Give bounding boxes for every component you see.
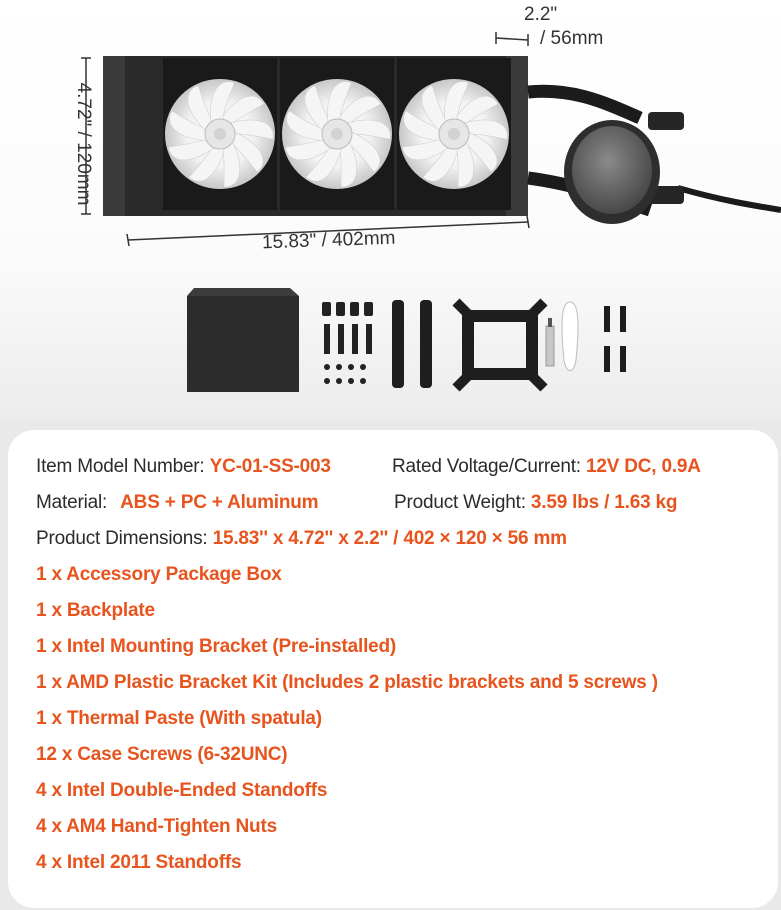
dimensions-label: Product Dimensions: — [36, 528, 208, 549]
package-item: 4 x Intel Double-Ended Standoffs — [36, 780, 328, 801]
material-label: Material: — [36, 492, 108, 513]
height-dimension: 4.72" / 120mm — [73, 82, 94, 206]
dimensions-value: 15.83'' x 4.72'' x 2.2'' / 402 × 120 × 56 mm — [212, 528, 567, 549]
weight-value: 3.59 lbs / 1.63 kg — [530, 492, 678, 513]
package-item: 4 x AM4 Hand-Tighten Nuts — [36, 816, 277, 837]
package-item: 1 x Thermal Paste (With spatula) — [36, 708, 322, 729]
package-item: 1 x AMD Plastic Bracket Kit (Includes 2 plastic brackets and 5 screws ) — [36, 672, 658, 693]
depth-dimension-mm: / 56mm — [540, 28, 604, 49]
spec-card — [8, 430, 778, 908]
depth-dimension-inches: 2.2" — [524, 4, 558, 25]
model-number-row — [36, 456, 331, 478]
voltage-value: 12V DC, 0.9A — [585, 456, 701, 477]
material-value: ABS + PC + Aluminum — [120, 492, 319, 513]
cooler-illustration — [0, 0, 781, 420]
model-number-value: YC-01-SS-003 — [209, 456, 331, 477]
package-item: 1 x Backplate — [36, 600, 155, 621]
voltage-row — [392, 456, 701, 478]
intel-bracket-icon — [456, 302, 544, 388]
package-item: 1 x Accessory Package Box — [36, 564, 282, 585]
material-row — [36, 492, 318, 514]
package-item: 1 x Intel Mounting Bracket (Pre-installed) — [36, 636, 397, 657]
thermal-paste-icon — [546, 302, 578, 371]
amd-bracket-icon — [392, 300, 432, 388]
standoffs-icon — [604, 306, 626, 372]
weight-label: Product Weight: — [394, 492, 526, 513]
dimensions-row — [36, 528, 567, 550]
package-item: 4 x Intel 2011 Standoffs — [36, 852, 242, 873]
screws-icon — [322, 302, 373, 384]
accessory-box-icon — [187, 288, 299, 392]
width-dimension: 15.83" / 402mm — [261, 227, 396, 254]
product-image-area — [0, 0, 781, 420]
package-item: 12 x Case Screws (6-32UNC) — [36, 744, 288, 765]
model-number-label: Item Model Number: — [36, 456, 205, 477]
weight-row — [394, 492, 677, 514]
voltage-label: Rated Voltage/Current: — [392, 456, 581, 477]
